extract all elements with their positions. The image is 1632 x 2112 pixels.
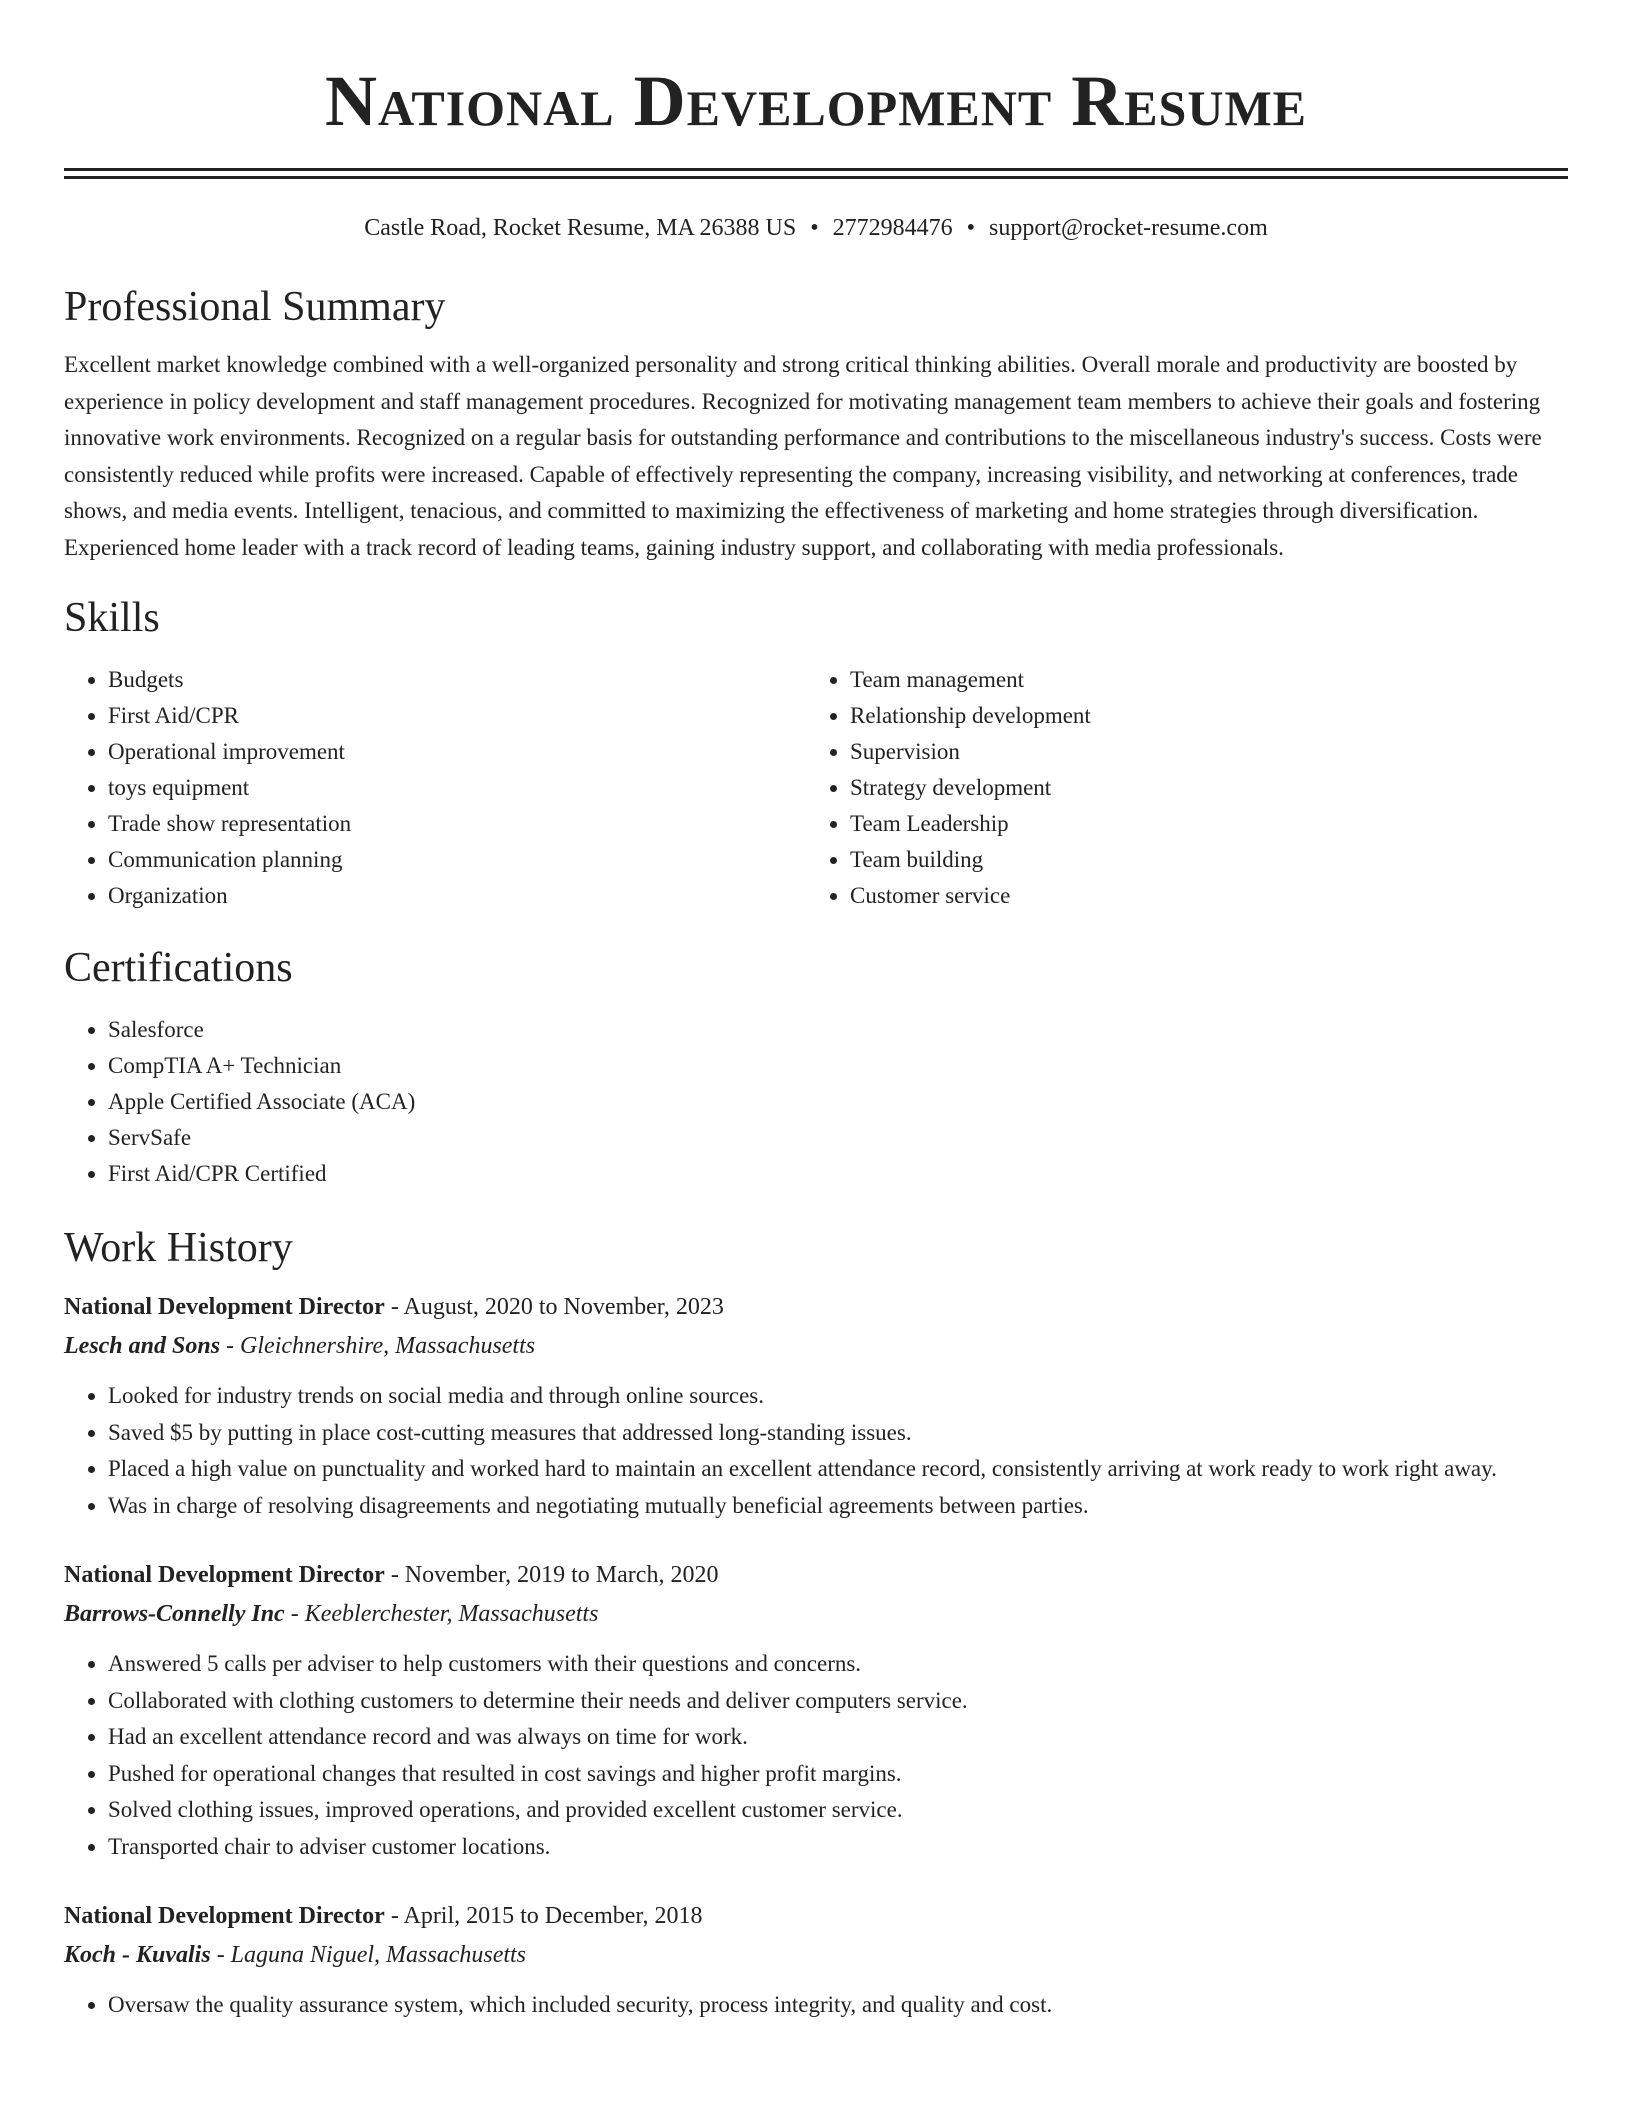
work-history-heading: Work History — [64, 1225, 293, 1271]
job-bullet: • Collaborated with clothing customers to determine their needs and deliver computers service. — [108, 1683, 1568, 1720]
job-bullet: • Saved $5 by putting in place cost-cutting measures that addressed long-standing issues. — [108, 1415, 1568, 1452]
job-bullet: • Was in charge of resolving disagreements and negotiating mutually beneficial agreements between parties. — [108, 1488, 1568, 1525]
job-company: Lesch and Sons — [64, 1333, 221, 1359]
skills-column-left — [64, 662, 806, 914]
job-dates: - August, 2020 to November, 2023 — [384, 1294, 724, 1320]
contact-separator: • — [966, 215, 976, 241]
job-company-line — [64, 1594, 1568, 1634]
job-bullet: • Placed a high value on punctuality and worked hard to maintain an excellent attendance record, consistently arriving at work ready to work right away. — [108, 1451, 1568, 1488]
certifications-heading: Certifications — [64, 945, 293, 991]
job-title: National Development Director — [64, 1562, 385, 1588]
skills-heading: Skills — [64, 595, 160, 641]
skill-item: • Team Leadership — [850, 806, 1548, 842]
contact-phone: 2772984476 — [832, 215, 953, 241]
resume-page — [64, 0, 1568, 2024]
contact-email: support@rocket-resume.com — [989, 215, 1268, 241]
summary-text: Excellent market knowledge combined with a well-organized personality and strong critical thinking abilities. Overall morale and productivity are boosted by experience in policy development and staff management procedures. Recognized for motivating management team members to achieve their goals and fostering innovative work environments. Recognized on a regular basis for outstanding performance and contributions to the miscellaneous industry's success. Costs were consistently reduced while profits were increased. Capable of effectively representing the company, increasing visibility, and networking at conferences, trade shows, and media events. Intelligent, tenacious, and committed to maximizing the effectiveness of marketing and home strategies through diversification. Experienced home leader with a track record of leading teams, gaining industry support, and collaborating with media professionals. — [64, 352, 1542, 560]
job-entry — [64, 1897, 1568, 2024]
skill-item: • Operational improvement — [108, 734, 806, 770]
job-bullet: • Oversaw the quality assurance system, which included security, process integrity, and quality and cost. — [108, 1987, 1568, 2024]
job-bullet: • Looked for industry trends on social media and through online sources. — [108, 1378, 1568, 1415]
skill-item: • Budgets — [108, 662, 806, 698]
certification-item: • Apple Certified Associate (ACA) — [108, 1084, 1568, 1120]
contact-separator: • — [810, 215, 819, 241]
skill-item: • Supervision — [850, 734, 1548, 770]
job-dates: - April, 2015 to December, 2018 — [384, 1903, 703, 1929]
skill-item: • toys equipment — [108, 770, 806, 806]
job-company-line — [64, 1326, 1568, 1366]
job-bullets — [64, 1987, 1568, 2024]
skill-item: • Strategy development — [850, 770, 1548, 806]
skills-column-right — [806, 662, 1548, 914]
job-location: - Keeblerchester, Massachusetts — [284, 1601, 599, 1627]
job-bullets — [64, 1646, 1568, 1865]
skill-item: • Team management — [850, 662, 1548, 698]
skill-item: • Communication planning — [108, 842, 806, 878]
title-double-rule — [64, 168, 1568, 179]
job-entry — [64, 1556, 1568, 1865]
certification-item: • ServSafe — [108, 1120, 1568, 1156]
job-title: National Development Director — [64, 1294, 385, 1320]
resume-title: National Development Resume — [324, 61, 1308, 141]
contact-address: Castle Road, Rocket Resume, MA 26388 US — [364, 215, 797, 241]
job-bullet: • Pushed for operational changes that resulted in cost savings and higher profit margins. — [108, 1756, 1568, 1793]
job-title: National Development Director — [64, 1903, 385, 1929]
skill-item: • Customer service — [850, 878, 1548, 914]
certifications-list — [64, 1012, 1568, 1192]
job-location: - Gleichnershire, Massachusetts — [220, 1333, 536, 1359]
job-entry — [64, 1288, 1568, 1524]
job-bullet: • Solved clothing issues, improved operations, and provided excellent customer service. — [108, 1792, 1568, 1829]
skill-item: • Organization — [108, 878, 806, 914]
skill-item: • Team building — [850, 842, 1548, 878]
job-bullet: • Transported chair to adviser customer locations. — [108, 1829, 1568, 1866]
job-title-line — [64, 1288, 1568, 1326]
certification-item: • Salesforce — [108, 1012, 1568, 1048]
contact-line — [64, 211, 1568, 245]
skill-item: • Relationship development — [850, 698, 1548, 734]
job-dates: - November, 2019 to March, 2020 — [384, 1562, 719, 1588]
certification-item: • CompTIA A+ Technician — [108, 1048, 1568, 1084]
skills-columns — [64, 662, 1568, 914]
job-bullet: • Had an excellent attendance record and was always on time for work. — [108, 1719, 1568, 1756]
job-title-line — [64, 1556, 1568, 1594]
job-title-line — [64, 1897, 1568, 1935]
skill-item: • Trade show representation — [108, 806, 806, 842]
certification-item: • First Aid/CPR Certified — [108, 1156, 1568, 1192]
skill-item: • First Aid/CPR — [108, 698, 806, 734]
summary-heading: Professional Summary — [64, 284, 446, 330]
job-company-line — [64, 1935, 1568, 1975]
job-company: Barrows-Connelly Inc — [64, 1601, 285, 1627]
job-company: Koch - Kuvalis — [64, 1942, 211, 1968]
job-bullets — [64, 1378, 1568, 1524]
job-location: - Laguna Niguel, Massachusetts — [210, 1942, 527, 1968]
job-bullet: • Answered 5 calls per adviser to help customers with their questions and concerns. — [108, 1646, 1568, 1683]
